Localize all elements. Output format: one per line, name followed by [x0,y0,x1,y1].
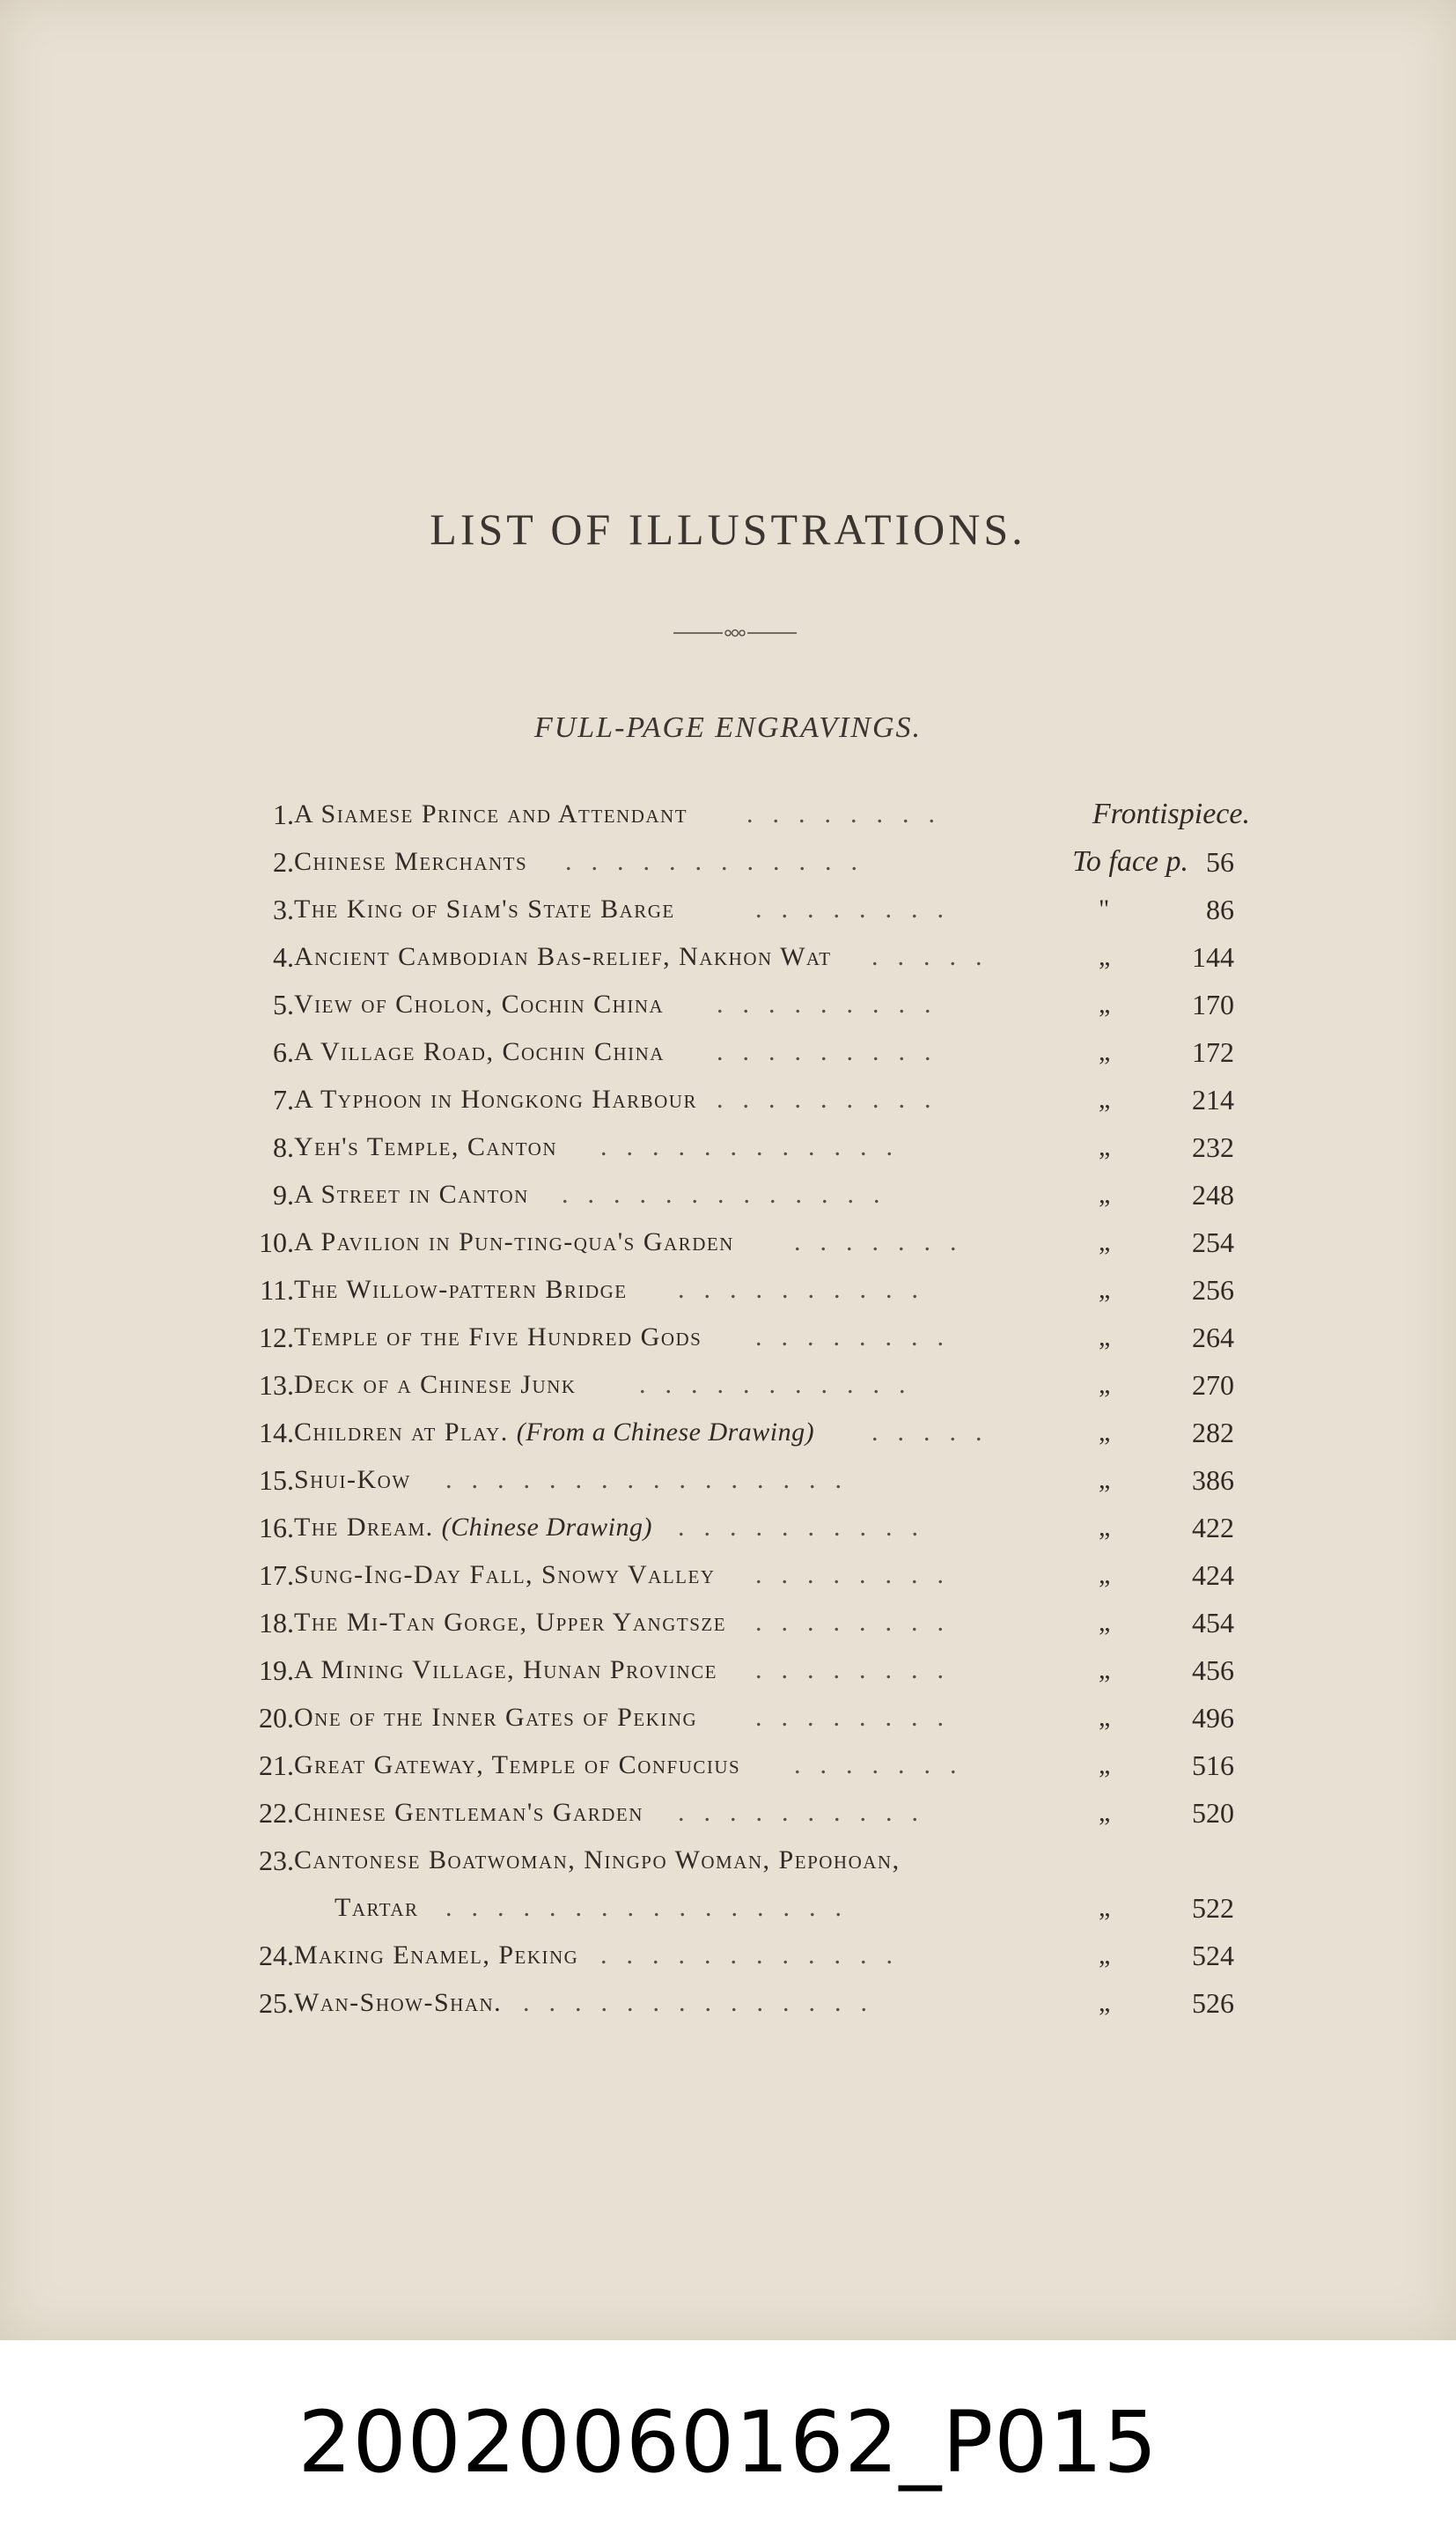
list-item [238,1123,1250,1171]
list-item [238,1314,1250,1361]
item-caption [294,933,832,981]
leader-dots: .......... [678,1275,938,1304]
item-caption-text: A Mining Village, Hunan Province [294,1655,717,1684]
item-number: 5. [273,989,294,1020]
item-caption [294,791,688,838]
item-page-number: 144 [1192,941,1234,973]
item-number: 7. [273,1084,294,1116]
ditto-mark: „ [1099,1940,1111,1970]
leader-dots: ............ [600,1940,912,1970]
leader-dots: ................ [445,1893,861,1922]
item-caption [294,1171,529,1219]
item-page-number: 214 [1192,1084,1234,1116]
image-identifier: 20020060162_P015 [298,2393,1158,2492]
leader-dots: ........ [755,895,963,924]
item-caption-text: Yeh's Temple, Canton [294,1132,557,1161]
leader-dots: ......... [717,1037,951,1066]
item-caption [294,1646,717,1694]
item-caption [294,1504,652,1551]
item-caption-text: Temple of the Five Hundred Gods [294,1322,702,1351]
leader-dots: ......... [717,1085,951,1114]
ditto-mark: „ [1099,990,1111,1019]
ditto-mark: „ [1099,1085,1111,1114]
list-item [238,1361,1250,1409]
item-caption [294,1742,740,1789]
ditto-mark: „ [1099,1513,1111,1542]
list-item [238,1837,1250,1932]
item-caption-text: Wan-Show-Shan. [294,1988,503,2017]
leader-dots: ....... [794,1227,976,1256]
list-item [238,1171,1250,1219]
item-number: 13. [259,1369,294,1401]
item-caption-text: Great Gateway, Temple of Confucius [294,1750,741,1779]
item-number: 4. [273,941,294,973]
leader-dots: ............. [562,1180,900,1209]
ditto-mark: „ [1099,1037,1111,1066]
item-page-number: 270 [1192,1369,1234,1401]
leader-dots: ......... [717,990,951,1019]
list-item [238,1742,1250,1789]
leader-dots: .......... [678,1798,938,1827]
item-caption-text: Cantonese Boatwoman, Ningpo Woman, Pepohoan, [294,1845,901,1874]
ditto-mark: „ [1099,1227,1111,1256]
leader-dots: ................ [445,1465,861,1494]
item-caption-text: The King of Siam's State Barge [294,895,675,924]
item-caption-note: (From a Chinese Drawing) [516,1418,815,1447]
ditto-mark: „ [1099,1132,1111,1161]
item-caption [294,1599,726,1646]
item-caption [294,1361,577,1409]
item-caption-text: Deck of a Chinese Junk [294,1370,577,1399]
item-caption-text: Chinese Gentleman's Garden [294,1798,643,1827]
item-number: 9. [273,1179,294,1211]
item-page-number: 86 [1206,894,1234,925]
item-caption [294,1837,901,1884]
item-caption-text: A Street in Canton [294,1180,529,1209]
item-caption [294,1932,578,1979]
item-caption-text: Making Enamel, Peking [294,1940,579,1970]
item-caption-continuation: Tartar [335,1893,419,1922]
item-page-number: 386 [1192,1464,1234,1496]
item-number: 8. [273,1131,294,1163]
item-number: 11. [260,1274,294,1306]
item-caption-text: A Typhoon in Hongkong Harbour [294,1085,697,1114]
list-item [238,1219,1250,1266]
leader-dots: .............. [523,1988,886,2017]
item-number: 1. [273,799,294,830]
item-caption [294,1551,716,1599]
item-page-number: 232 [1192,1131,1234,1163]
ditto-mark: „ [1099,1275,1111,1304]
ditto-mark: „ [1099,1988,1111,2017]
item-caption-note: (Chinese Drawing) [441,1513,652,1542]
item-page-number: 282 [1192,1417,1234,1448]
leader-dots: ............ [565,847,877,876]
list-item [238,1979,1250,2027]
item-caption [294,1979,502,2027]
item-caption [294,1219,734,1266]
list-item [238,1456,1250,1504]
item-caption [294,1028,665,1076]
list-item [238,1028,1250,1076]
item-number: 23. [259,1845,294,1876]
item-page-number: 526 [1192,1987,1234,2019]
list-item [238,838,1250,886]
section-heading: FULL-PAGE ENGRAVINGS. [533,711,923,744]
item-caption [294,1123,557,1171]
item-number: 21. [259,1749,294,1781]
leader-dots: ............ [600,1132,912,1161]
ditto-mark: " [1099,895,1110,924]
ditto-mark: „ [1099,1560,1111,1589]
item-caption-text: Ancient Cambodian Bas-relief, Nakhon Wat [294,942,832,971]
leader-dots: ........ [755,1703,963,1732]
list-item [238,1266,1250,1314]
item-number: 2. [273,846,294,878]
item-page-number: 256 [1192,1274,1234,1306]
item-caption-text: One of the Inner Gates of Peking [294,1703,698,1732]
item-page-number: 524 [1192,1940,1234,1971]
ornament-divider-icon [673,627,797,639]
item-caption [294,1456,411,1504]
item-caption [294,886,675,933]
leader-dots: ..... [871,1418,1002,1447]
item-caption-text: The Mi-Tan Gorge, Upper Yangtsze [294,1608,727,1637]
leader-dots: ........ [755,1322,963,1351]
item-caption [294,838,527,886]
item-page-number: 520 [1192,1797,1234,1829]
ditto-mark: „ [1099,1608,1111,1637]
item-page-number: 422 [1192,1512,1234,1543]
item-caption-text: A Pavilion in Pun-ting-qua's Garden [294,1227,734,1256]
ditto-mark: „ [1099,942,1111,971]
item-number: 19. [259,1654,294,1686]
item-caption-text: A Siamese Prince and Attendant [294,799,688,828]
list-item [238,1789,1250,1837]
leader-dots: ....... [794,1750,976,1779]
illustrations-list [238,791,1250,2027]
list-item [238,1646,1250,1694]
item-reference: Frontispiece. [1092,798,1250,830]
item-page-number: 248 [1192,1179,1234,1211]
ditto-mark: „ [1099,1418,1111,1447]
item-page-number: 454 [1192,1607,1234,1639]
item-number: 10. [259,1226,294,1258]
item-caption-text: The Willow-pattern Bridge [294,1275,628,1304]
item-caption [294,981,664,1028]
ditto-mark: „ [1099,1180,1111,1209]
item-caption [294,1694,697,1742]
item-number: 6. [273,1036,294,1068]
item-caption-text: View of Cholon, Cochin China [294,990,665,1019]
item-number: 14. [259,1417,294,1448]
item-caption [294,1076,697,1123]
item-page-number: 56 [1206,846,1234,878]
item-page-number: 254 [1192,1226,1234,1258]
item-number: 25. [259,1987,294,2019]
ditto-mark: „ [1099,1750,1111,1779]
item-caption-text: Children at Play. [294,1418,509,1447]
leader-dots: ........ [755,1608,963,1637]
item-caption-text: Sung-Ing-Day Fall, Snowy Valley [294,1560,716,1589]
leader-dots: ........... [639,1370,925,1399]
item-caption-text: Chinese Merchants [294,847,528,876]
item-page-number: 424 [1192,1559,1234,1591]
item-caption [294,1409,814,1456]
list-item [238,1694,1250,1742]
item-page-number: 456 [1192,1654,1234,1686]
leader-dots: .......... [678,1513,938,1542]
item-number: 18. [259,1607,294,1639]
item-page-number: 264 [1192,1322,1234,1353]
leader-dots: ........ [755,1560,963,1589]
list-item [238,1932,1250,1979]
item-page-number: 516 [1192,1749,1234,1781]
item-caption [294,1789,643,1837]
list-item [238,981,1250,1028]
item-number: 17. [259,1559,294,1591]
item-caption [294,1266,628,1314]
item-page-number: 522 [1192,1892,1234,1924]
list-item [238,1409,1250,1456]
ditto-mark: „ [1099,1465,1111,1494]
list-item [238,1551,1250,1599]
item-number: 12. [259,1322,294,1353]
list-item [238,933,1250,981]
item-page-number: 496 [1192,1702,1234,1734]
item-page-number: 172 [1192,1036,1234,1068]
item-page-number: 170 [1192,989,1234,1020]
item-caption [294,1314,702,1361]
leader-dots: ........ [746,799,954,828]
item-number: 15. [259,1464,294,1496]
item-reference: To face p. [1072,845,1188,878]
list-item [238,886,1250,933]
item-number: 3. [273,894,294,925]
page-title: LIST OF ILLUSTRATIONS. [430,504,1026,554]
item-caption-text: Shui-Kow [294,1465,411,1494]
ditto-mark: „ [1099,1703,1111,1732]
item-caption-text: The Dream. [294,1513,434,1542]
leader-dots: ........ [755,1655,963,1684]
item-number: 16. [259,1512,294,1543]
list-item [238,1504,1250,1551]
leader-dots: ..... [871,942,1002,971]
item-number: 24. [259,1940,294,1971]
ditto-mark: „ [1099,1893,1111,1922]
item-number: 22. [259,1797,294,1829]
list-item [238,1076,1250,1123]
item-number: 20. [259,1702,294,1734]
list-item [238,1599,1250,1646]
ditto-mark: „ [1099,1655,1111,1684]
ditto-mark: „ [1099,1322,1111,1351]
item-caption-text: A Village Road, Cochin China [294,1037,665,1066]
list-item [238,791,1250,838]
ditto-mark: „ [1099,1370,1111,1399]
ditto-mark: „ [1099,1798,1111,1827]
